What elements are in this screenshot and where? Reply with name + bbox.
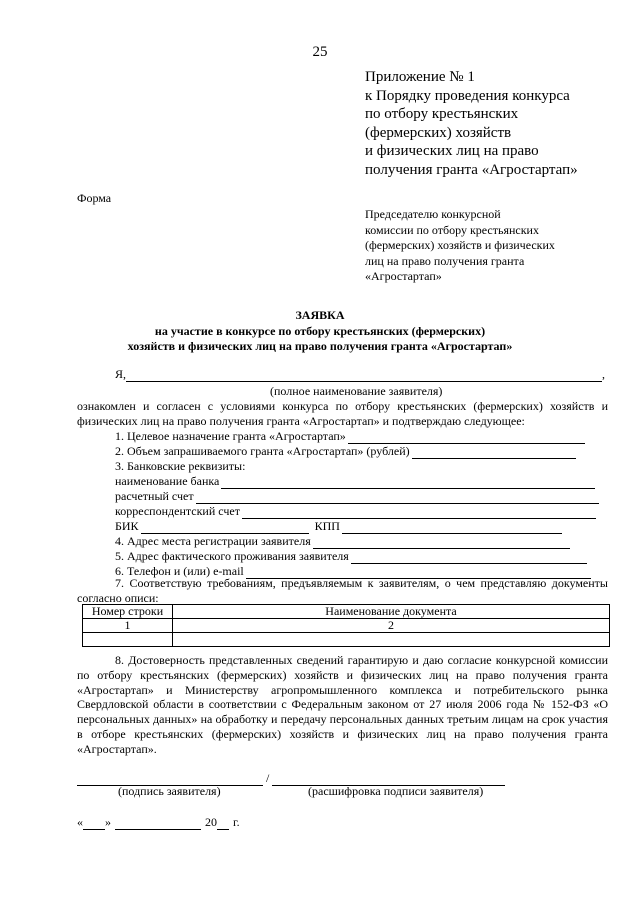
- addressee-line: комиссии по отбору крестьянских: [365, 222, 539, 237]
- bank-name-row: [115, 474, 605, 489]
- year-suffix: г.: [233, 815, 240, 829]
- account-row: [115, 489, 607, 504]
- table-header-row: [83, 605, 610, 619]
- day-field[interactable]: [83, 816, 105, 830]
- actual-address-field[interactable]: [351, 550, 587, 564]
- date-row: [77, 815, 240, 830]
- appendix-block: [365, 68, 578, 179]
- documents-table: [82, 604, 610, 647]
- bank-name-field[interactable]: [221, 475, 595, 489]
- item-label: 4. Адрес места регистрации заявителя: [115, 534, 311, 548]
- item-requirements: [77, 576, 608, 606]
- year-field[interactable]: [217, 816, 229, 830]
- date-open-quote: «: [77, 815, 83, 829]
- applicant-suffix: ,: [602, 367, 605, 381]
- item-label: расчетный счет: [115, 489, 194, 503]
- kpp-field[interactable]: [342, 520, 562, 534]
- applicant-name-row: [115, 367, 605, 382]
- bik-field[interactable]: [141, 520, 309, 534]
- applicant-name-field[interactable]: [126, 368, 602, 382]
- item-amount-row: [115, 444, 605, 459]
- table-cell[interactable]: [83, 633, 173, 647]
- item-label: 2. Объем запрашиваемого гранта «Агростартап» (рублей): [115, 444, 410, 458]
- title-heading: ЗАЯВКА: [295, 308, 345, 322]
- appendix-line: по отбору крестьянских: [365, 106, 519, 122]
- signature-caption: (подпись заявителя): [118, 784, 221, 798]
- item-label: 6. Телефон и (или) e-mail: [115, 564, 244, 578]
- year-prefix: 20: [205, 815, 217, 829]
- item-label: 7. Соответствую требованиям, предъявляемым к заявителям, о чем представляю документы согласно описи:: [77, 576, 608, 605]
- item-label: 3. Банковские реквизиты:: [115, 459, 246, 473]
- table-cell[interactable]: [173, 633, 610, 647]
- table-row: [83, 633, 610, 647]
- item-label: наименование банка: [115, 474, 220, 488]
- appendix-line: (фермерских) хозяйств: [365, 124, 512, 141]
- item-label: корреспондентский счет: [115, 504, 240, 518]
- item-label: БИК: [115, 519, 139, 533]
- item-label: 5. Адрес фактического проживания заявителя: [115, 549, 349, 563]
- consent-paragraph: [77, 653, 608, 757]
- table-header: Номер строки: [83, 605, 173, 619]
- decode-caption: (расшифровка подписи заявителя): [308, 784, 484, 798]
- corr-account-field[interactable]: [242, 505, 596, 519]
- appendix-line: Приложение № 1: [365, 69, 475, 85]
- account-field[interactable]: [196, 490, 599, 504]
- title-line: на участие в конкурсе по отбору крестьянских (фермерских): [154, 323, 486, 338]
- amount-field[interactable]: [412, 445, 576, 459]
- item-bank-heading: [115, 459, 245, 474]
- addressee-line: Председателю конкурсной: [365, 207, 501, 221]
- item-purpose-row: [115, 429, 605, 444]
- addressee-line: лиц на право получения гранта: [365, 253, 525, 268]
- addressee-block: [365, 207, 555, 285]
- addressee-line: «Агростартап»: [365, 269, 442, 283]
- table-cell: 2: [173, 619, 610, 633]
- table-row: [83, 619, 610, 633]
- table-cell: 1: [83, 619, 173, 633]
- appendix-line: к Порядку проведения конкурса: [365, 87, 570, 104]
- item-label: 1. Целевое назначение гранта «Агростартап»: [115, 429, 346, 443]
- reg-address-row: [115, 534, 607, 549]
- month-field[interactable]: [115, 816, 201, 830]
- date-close-quote: »: [105, 815, 111, 829]
- title-line: хозяйств и физических лиц на право получения гранта «Агростартап»: [127, 339, 513, 353]
- document-title: [0, 308, 640, 355]
- appendix-line: и физических лиц на право: [365, 143, 539, 159]
- applicant-caption: (полное наименование заявителя): [270, 384, 443, 398]
- intro-paragraph: ознакомлен и согласен с условиями конкурса по отбору крестьянских (фермерских) хозяйств и физических лиц на право получения гранта «Агростартап» и подтверждаю следующее:: [77, 399, 608, 428]
- appendix-line: получения гранта «Агростартап»: [365, 161, 578, 178]
- signature-separator: /: [266, 771, 270, 785]
- table-header: Наименование документа: [173, 605, 610, 619]
- consent-text: 8. Достоверность представленных сведений гарантирую и даю согласие конкурсной комиссии по отбору крестьянских (фермерских) хозяйств и физических лиц на право получения гранта «Агростартап» и Министерству агропромышленного комплекса и потребительского рынка Свердловской области в соответствии с Федеральным законом от 27 июля 2006 года № 152-ФЗ «О персональных данных» на обработку и передачу персональных данных третьим лицам на срок участия в отборе крестьянских (фермерских) хозяйств и физических лиц на право получения гранта «Агростартап».: [77, 653, 608, 756]
- purpose-field[interactable]: [348, 430, 585, 444]
- actual-address-row: [115, 549, 607, 564]
- addressee-line: (фермерских) хозяйств и физических: [365, 238, 555, 252]
- applicant-prefix: Я,: [115, 367, 127, 381]
- bik-kpp-row: [115, 519, 607, 534]
- reg-address-field[interactable]: [313, 535, 570, 549]
- item-label: КПП: [314, 519, 340, 533]
- corr-account-row: [115, 504, 607, 519]
- form-label: Форма: [77, 191, 112, 205]
- page-number: 25: [312, 44, 328, 60]
